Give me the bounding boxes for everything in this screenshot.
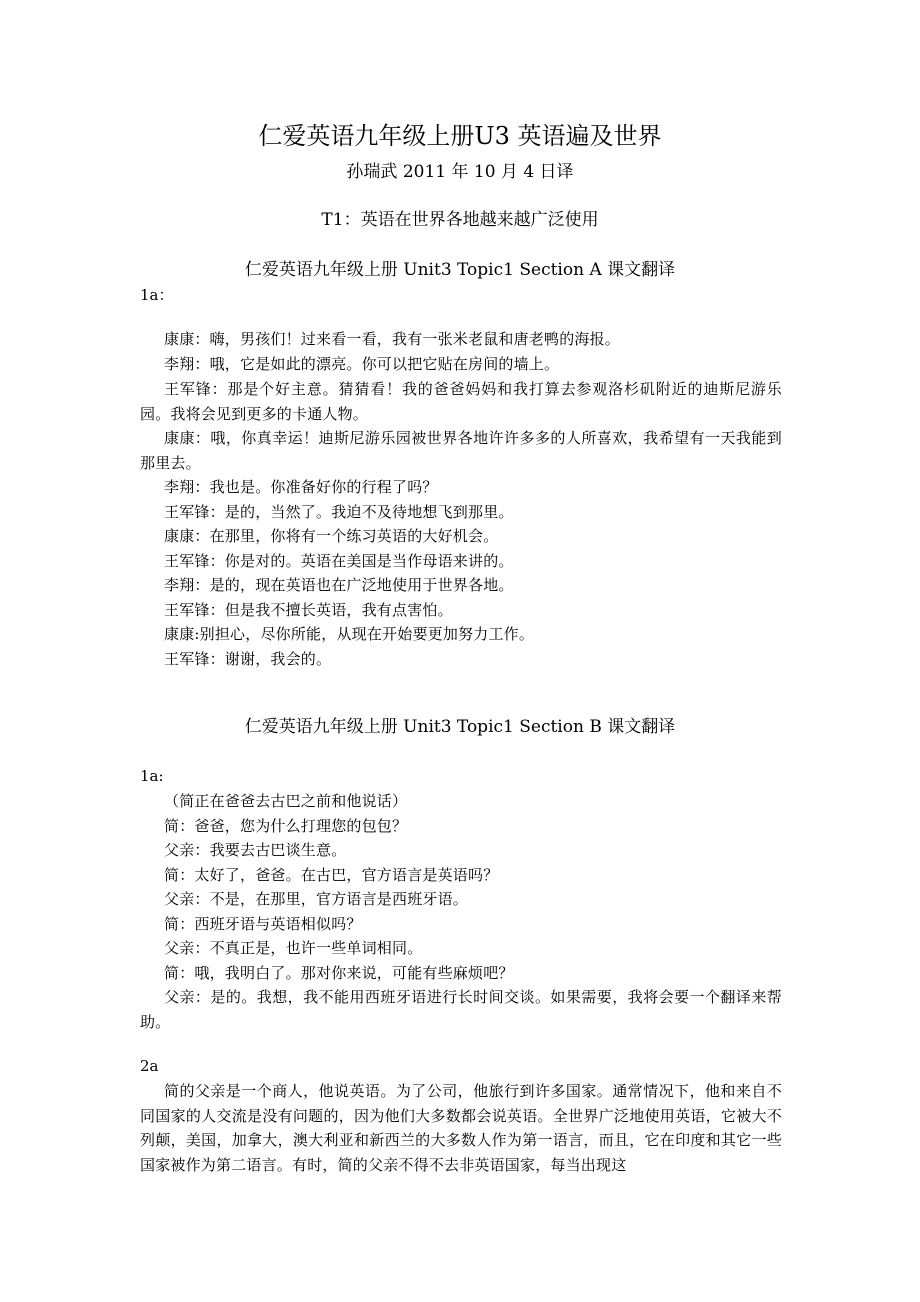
dialogue-line: 王军锋：谢谢，我会的。 bbox=[164, 650, 332, 668]
passage-paragraph: 简的父亲是一个商人，他说英语。为了公司，他旅行到许多国家。通常情况下，他和来自不同国家的人交流是没有问题的，因为他们大多数都会说英语。全世界广泛地使用英语，它被大不列颠，美国，加拿大，澳大利亚和新西兰的大多数人作为第一语言，而且，它在印度和其它一些国家被作为第二语言。有时，简的父亲不得不去非英语国家，每当出现这 bbox=[140, 1082, 782, 1174]
dialogue-line: 父亲：是的。我想，我不能用西班牙语进行长时间交谈。如果需要，我将会要一个翻译来帮助。 bbox=[140, 988, 782, 1031]
section-a-label-1a: 1a： bbox=[140, 286, 174, 304]
dialogue-line: 简：哦，我明白了。那对你来说，可能有些麻烦吧？ bbox=[164, 964, 514, 982]
dialogue-line: 父亲：我要去古巴谈生意。 bbox=[164, 841, 347, 859]
dialogue-line: 王军锋：那是个好主意。猜猜看！我的爸爸妈妈和我打算去参观洛杉矶附近的迪斯尼游乐园。我将会见到更多的卡通人物。 bbox=[140, 380, 782, 423]
dialogue-line: 父亲：不是，在那里，官方语言是西班牙语。 bbox=[164, 890, 469, 908]
dialogue-line: 康康：嗨，男孩们！过来看一看，我有一张米老鼠和唐老鸭的海报。 bbox=[164, 330, 621, 348]
dialogue-line: 李翔：哦，它是如此的漂亮。你可以把它贴在房间的墙上。 bbox=[164, 355, 560, 373]
document-title: 仁爱英语九年级上册U3 英语遍及世界 bbox=[258, 122, 662, 150]
section-b-label-2a: 2a bbox=[140, 1057, 159, 1075]
dialogue-line: 王军锋：但是我不擅长英语，我有点害怕。 bbox=[164, 601, 453, 619]
dialogue-line: 李翔：我也是。你准备好你的行程了吗？ bbox=[164, 478, 438, 496]
dialogue-line: 康康：哦，你真幸运！迪斯尼游乐园被世界各地许许多多的人所喜欢，我希望有一天我能到那里去。 bbox=[140, 429, 782, 472]
dialogue-line: 简：太好了，爸爸。在古巴，官方语言是英语吗？ bbox=[164, 866, 499, 884]
translator-byline: 孙瑞武 2011 年 10 月 4 日译 bbox=[346, 162, 574, 182]
section-a-heading: 仁爱英语九年级上册 Unit3 Topic1 Section A 课文翻译 bbox=[244, 260, 676, 280]
dialogue-line: 李翔：是的，现在英语也在广泛地使用于世界各地。 bbox=[164, 576, 514, 594]
dialogue-line: 康康：在那里，你将有一个练习英语的大好机会。 bbox=[164, 527, 499, 545]
topic-heading: T1：英语在世界各地越来越广泛使用 bbox=[321, 210, 599, 230]
dialogue-line: 简：西班牙语与英语相似吗？ bbox=[164, 915, 362, 933]
dialogue-line: 简：爸爸，您为什么打理您的包包？ bbox=[164, 817, 408, 835]
dialogue-line: 父亲：不真正是，也许一些单词相同。 bbox=[164, 939, 423, 957]
dialogue-line: 王军锋：是的，当然了。我迫不及待地想飞到那里。 bbox=[164, 503, 514, 521]
dialogue-line: 王军锋：你是对的。英语在美国是当作母语来讲的。 bbox=[164, 552, 514, 570]
dialogue-line: 康康:别担心，尽你所能，从现在开始要更加努力工作。 bbox=[164, 625, 535, 643]
dialogue-line: （简正在爸爸去古巴之前和他说话） bbox=[164, 792, 408, 810]
section-b-heading: 仁爱英语九年级上册 Unit3 Topic1 Section B 课文翻译 bbox=[244, 717, 676, 737]
section-b-label-1a: 1a: bbox=[140, 767, 164, 785]
